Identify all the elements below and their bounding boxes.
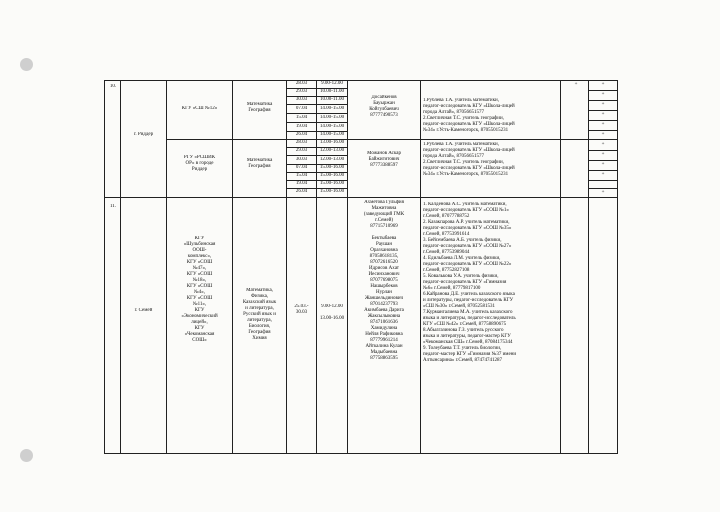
date: 30.03 xyxy=(295,97,308,102)
date: 26.04 xyxy=(295,189,308,194)
time: 14.00-15.00 xyxy=(319,106,345,111)
time: 13.00-16.00 xyxy=(319,140,345,145)
check-mark: + xyxy=(601,132,605,137)
experts-list: 1.Рублева Т.А. учитель математики, педагог-исследователь КГУ «Школа-лицей города Алтай», 87056651577 2.Светличная Т.С. учитель географии, педагог-исследователь КГУ «Школа-лицей №34» г.Усть-Каменогорск, 87055015231 xyxy=(423,98,515,133)
date: 28.03 xyxy=(295,140,308,145)
contact-persons: Ахметова Гульфия Мажитовна (заведующий ГМК г.Семей) 87715710969 Бектыбаева Раушан Оразхановна 87058618135, 87072616520 Идрисов Ахат Иесинханович 87077698075 Нашырбеков Нурлан Жаншельдинович 87014237793 Акимбаева Дарига Жаксылыковна 87471061636 Хамидулина Нейля Рафиковна 87779961214 Айткалина Кулан Мадыбаевна 87758863595 xyxy=(363,200,405,361)
date: 07.04 xyxy=(295,106,308,111)
subjects: Математика, Физика, Казахский язык и литература, Русский язык и литература, Биология, География Химия xyxy=(242,288,277,341)
check-mark: + xyxy=(601,122,605,127)
check-mark: + xyxy=(601,112,605,117)
check-mark: + xyxy=(574,82,578,87)
check-mark: + xyxy=(601,82,605,87)
school-name: КГУ «СШ №12» xyxy=(181,106,218,111)
experts-list: 1.Рублева Т.А. учитель математики, педагог-исследователь КГУ «Школа-лицей города Алтай», 87056651577 2.Светличная Т.С. учитель географии, педагог-исследователь КГУ «Школа-лицей №34» г.Усть-Каменогорск, 87055015231 xyxy=(423,142,515,177)
date: 15.04 xyxy=(295,115,308,120)
time: 12.00-13.00 xyxy=(319,157,345,162)
time: 14.00-15.00 xyxy=(319,132,345,137)
time: 10.00-11.00 xyxy=(320,89,344,94)
date: 19.04 xyxy=(295,124,308,129)
time: 15.00-16.00 xyxy=(319,165,345,170)
punch-hole-top xyxy=(20,58,33,71)
check-mark: + xyxy=(601,102,605,107)
school-name: РГУ «РСШИК ОР» в городе Риддер xyxy=(183,155,216,172)
date: 30.03 xyxy=(295,157,308,162)
time: 14.00-15.00 xyxy=(319,124,345,129)
city-name: г. Семей xyxy=(134,308,153,313)
time: 14.00-15.00 xyxy=(319,115,345,120)
time: 10.00-11.00 xyxy=(320,97,344,102)
date: 29.03 xyxy=(295,148,308,153)
time: 9.00-12.00 xyxy=(321,81,343,86)
punch-hole-bottom xyxy=(20,449,33,462)
date: 29.03 xyxy=(295,89,308,94)
check-mark: + xyxy=(601,190,605,195)
time: 15.00-16.00 xyxy=(319,181,345,186)
time: 12.00-13.00 xyxy=(319,148,345,153)
experts-list: 1. Калденова А.С. учитель математики, педагог-исследователь КГУ «СОШ №1» г.Семей, 87077788752 2. Казакпарова А.Р. учитель математики, педагог-исследователь КГУ «СОШ №35» г.Семей, 87753991614 3. Бейсембаева А.Б. учитель физики, педагог-исследователь КГУ «СОШ №27» г.Семей, 87753989044 4. Едильбаева Л.М. учитель физики, педагог-исследователь КГУ «СОШ №22» г.Семей, 87752827108 5. Ковалькова У.А. учитель физики, педагог-исследователь КГУ «Гимназия №6» г.Семей, 87779817100 6.Кайранова Д.Е. учитель казахского языка и литературы, педагог-исследователь КГУ «СШ №30» г.Семей, 87052581531 7.Курмангалиева М.А. учитель казахского языка и литературы, педагог-исследователь КГУ «СШ №42» г.Семей, 87758890675 8.Абылгазинова Г.З. учитель русского языка и литературы, педагог-мастер КГУ «Чекоманская СШ» г.Семей, 87084175344 9. Толеубаева Т.Т. учитель биологии, педагог-мастер КГУ «Гимназия №37 имени Алтынсарина» г.Семей, 87474741287 xyxy=(423,202,517,363)
date: 28.03 xyxy=(295,81,308,86)
check-mark: + xyxy=(601,152,605,157)
city-name: г. Риддер xyxy=(133,132,154,137)
times: 9.00-12.00 13.00-16.00 xyxy=(319,304,345,321)
date: 26.04 xyxy=(295,132,308,137)
school-list: КГУ «Шульбинская ООШ- комплекс», КГУ «СОШ №47», КГУ «СОШ №18», КГУ «СОШ №4», КГУ «СОШ №11», КГУ «Экономический лицей», КГУ «Чекоманская СОШ» xyxy=(181,236,218,343)
subjects: Математика География xyxy=(246,158,273,169)
date: 15.04 xyxy=(295,173,308,178)
date: 19.04 xyxy=(295,181,308,186)
check-mark: + xyxy=(601,172,605,177)
time: 15.00-16.00 xyxy=(319,173,345,178)
row-number: 11. xyxy=(109,204,117,209)
date: 07.04 xyxy=(295,165,308,170)
check-mark: + xyxy=(601,142,605,147)
time: 15.00-16.00 xyxy=(319,189,345,194)
check-mark: + xyxy=(601,92,605,97)
row-number: 10. xyxy=(109,84,117,89)
contact-person: Досайкенов Бауыржан Койгулбаевич 87777490573 xyxy=(369,95,399,118)
contact-person: Можанов Аскар Байжигитович 87773388597 xyxy=(367,151,401,168)
check-mark: + xyxy=(601,162,605,167)
dates: 25.03.- 30.03 xyxy=(294,304,309,315)
subjects: Математика География xyxy=(246,102,273,113)
